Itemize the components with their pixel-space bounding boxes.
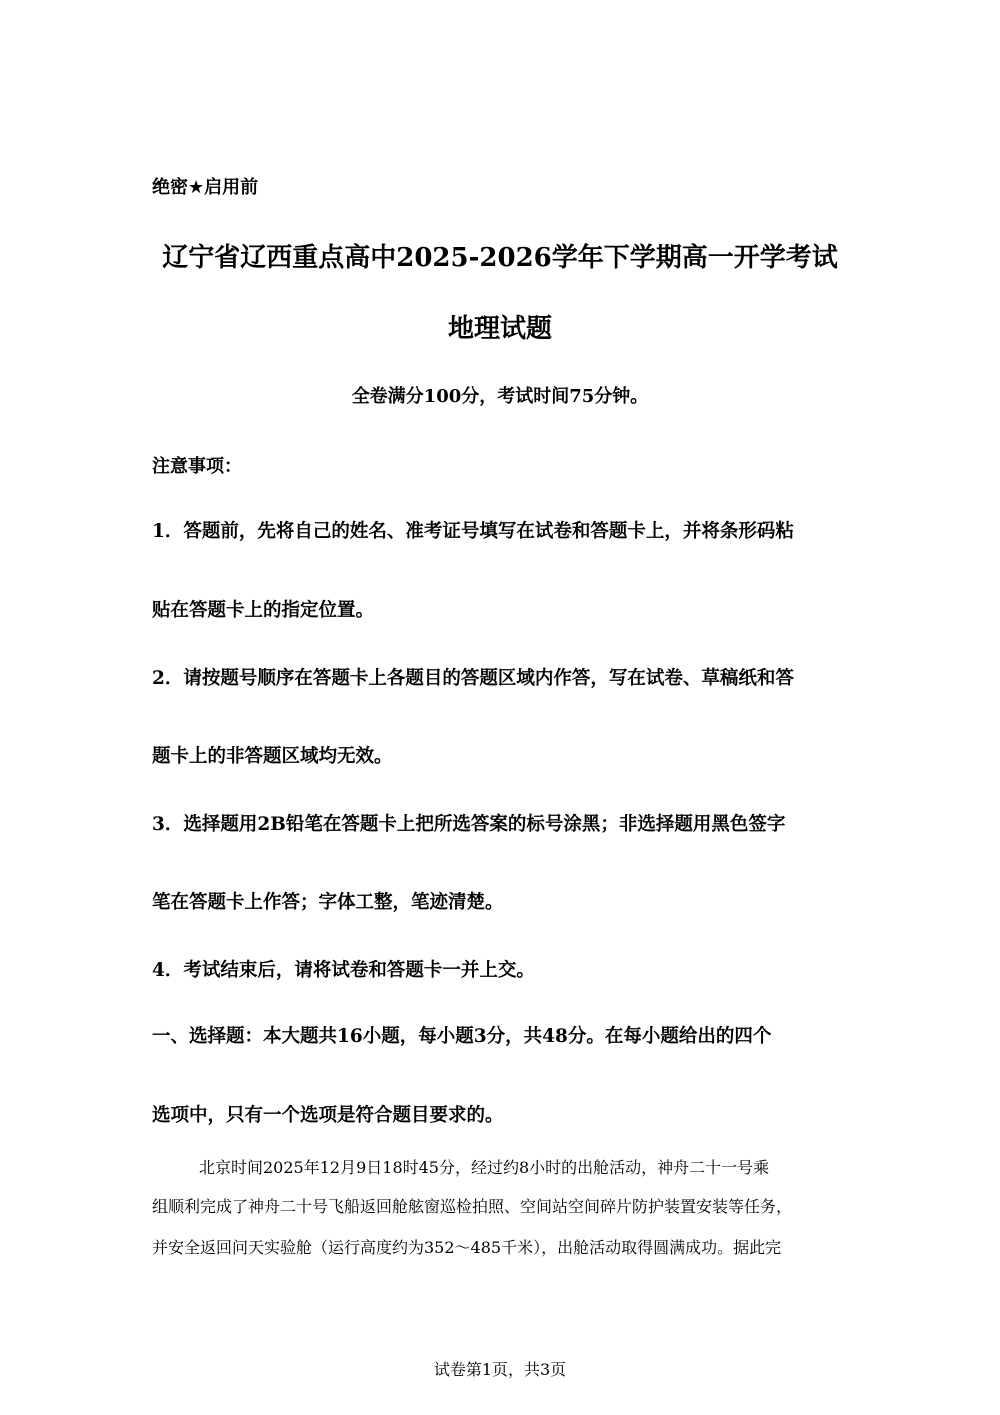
subject-title: 地理试题 <box>447 314 552 344</box>
page-footer: 试卷第1页，共3页 <box>433 1360 567 1379</box>
notice-heading: 注意事项： <box>152 456 242 477</box>
notice-item-3-line-2: 笔在答题卡上作答；字体工整，笔迹清楚。 <box>152 892 504 913</box>
confidential-label: 绝密★启用前 <box>152 177 259 198</box>
notice-item-2-line-1: 2．请按题号顺序在答题卡上各题目的答题区域内作答，写在试卷、草稿纸和答 <box>152 668 794 689</box>
section-heading-line-1: 一、选择题：本大题共16小题，每小题3分，共48分。在每小题给出的四个 <box>152 1026 772 1047</box>
notice-item-4-line-1: 4．考试结束后，请将试卷和答题卡一并上交。 <box>152 960 535 981</box>
passage-line-2: 组顺利完成了神舟二十号飞船返回舱舷窗巡检拍照、空间站空间碎片防护装置安装等任务， <box>152 1197 793 1216</box>
exam-title: 辽宁省辽西重点高中2025-2026学年下学期高一开学考试 <box>162 243 838 273</box>
notice-item-1-line-1: 1．答题前，先将自己的姓名、准考证号填写在试卷和答题卡上，并将条形码粘 <box>152 521 794 542</box>
notice-item-3-line-1: 3．选择题用2B铅笔在答题卡上把所选答案的标号涂黑；非选择题用黑色签字 <box>152 814 786 835</box>
exam-info: 全卷满分100分，考试时间75分钟。 <box>351 386 649 407</box>
notice-item-1-line-2: 贴在答题卡上的指定位置。 <box>152 600 375 621</box>
passage-line-3: 并安全返回问天实验舱（运行高度约为352～485千米），出舱活动取得圆满成功。据此完 <box>152 1238 782 1257</box>
passage-line-1: 北京时间2025年12月9日18时45分，经过约8小时的出舱活动，神舟二十一号乘 <box>199 1158 770 1177</box>
section-heading-line-2: 选项中，只有一个选项是符合题目要求的。 <box>152 1105 504 1126</box>
notice-item-2-line-2: 题卡上的非答题区域均无效。 <box>152 746 393 767</box>
